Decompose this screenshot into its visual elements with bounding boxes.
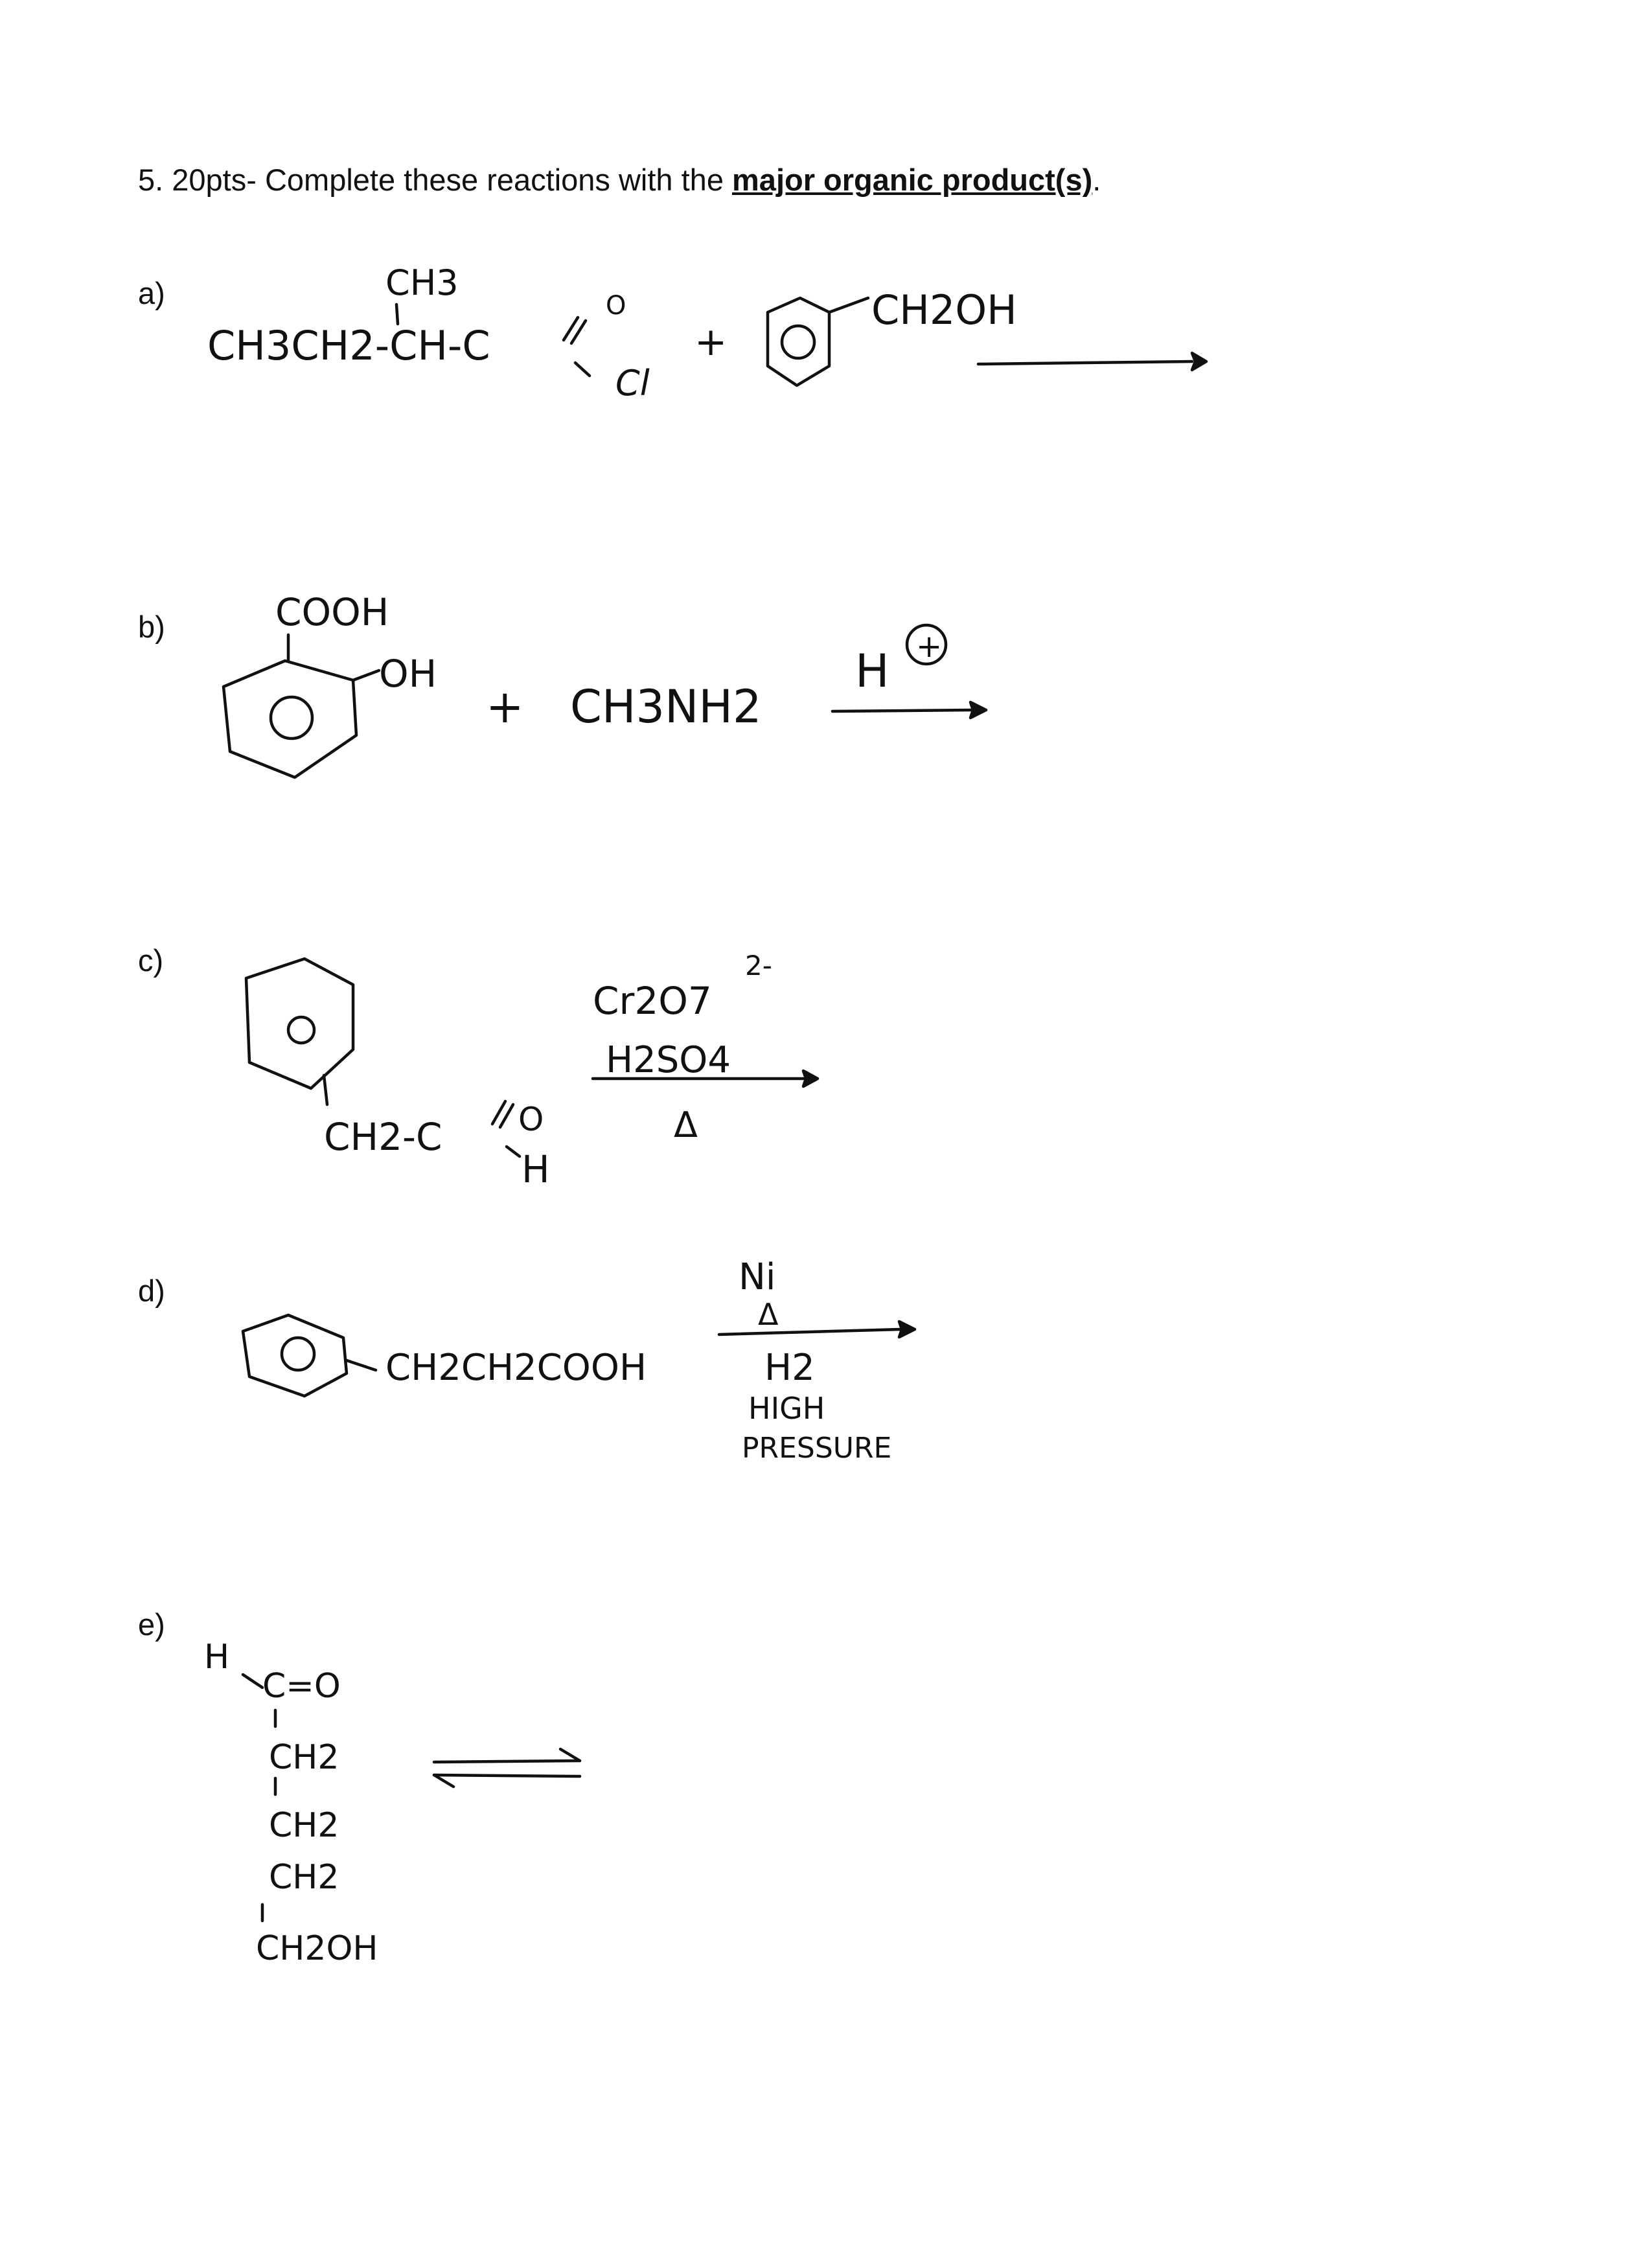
- d-ring-circle: [282, 1338, 314, 1370]
- e-equilibrium-bottom-arrow: [434, 1775, 580, 1776]
- c-carbonyl-oxygen: O: [518, 1101, 544, 1138]
- question-number: 5.: [138, 163, 164, 197]
- a-benzene-ring: [768, 298, 829, 385]
- e-ch2oh: CH2OH: [256, 1929, 378, 1968]
- a-branch-bond: [396, 304, 398, 324]
- c-dichromate-charge: 2-: [745, 950, 772, 981]
- c-sulfuric-acid: H2SO4: [606, 1039, 731, 1081]
- d-condition-pressure: PRESSURE: [742, 1432, 892, 1465]
- b-hydroxyl-bond: [353, 670, 379, 680]
- a-benzyl-alcohol-group: CH2OH: [871, 286, 1017, 334]
- e-equilibrium-bottom-barb: [434, 1775, 453, 1787]
- b-arrowhead: [970, 702, 986, 718]
- a-methyl-branch: CH3: [385, 262, 459, 303]
- e-equilibrium-top-barb: [560, 1749, 580, 1761]
- d-benzene-ring: [243, 1315, 347, 1396]
- question-points: 20pts-: [172, 163, 257, 197]
- e-ch2-1: CH2: [269, 1738, 339, 1777]
- a-plus: +: [694, 319, 728, 365]
- c-arrowhead: [803, 1071, 818, 1086]
- b-reaction-arrow: [832, 710, 972, 711]
- b-ring-circle: [271, 697, 312, 739]
- part-c-label: c): [138, 943, 164, 978]
- b-methylamine: CH3NH2: [570, 680, 762, 733]
- c-aldehyde-h: H: [522, 1147, 550, 1191]
- reaction-a: [207, 262, 1206, 404]
- c-ring-circle: [288, 1017, 314, 1043]
- a-chloride: Cl: [615, 363, 650, 404]
- e-equilibrium-top-arrow: [434, 1761, 580, 1762]
- e-h-bond: [243, 1675, 262, 1688]
- reaction-e: [204, 1638, 580, 1968]
- a-ring-bond: [829, 298, 868, 312]
- a-ring-circle: [782, 326, 814, 358]
- d-condition-high: HIGH: [748, 1391, 825, 1426]
- a-reaction-arrow: [978, 361, 1192, 364]
- part-e-label: e): [138, 1607, 165, 1642]
- b-acid-catalyst: H: [855, 645, 889, 698]
- b-plus: +: [486, 680, 524, 733]
- c-heat: Δ: [674, 1105, 698, 1145]
- a-acyl-chain: CH3CH2-CH-C: [207, 322, 490, 369]
- part-b-label: b): [138, 610, 165, 644]
- c-ring-bond: [324, 1075, 327, 1105]
- c-side-chain: CH2-C: [324, 1115, 442, 1159]
- a-carbonyl-oxygen: O: [606, 291, 626, 321]
- a-arrowhead: [1192, 353, 1206, 370]
- b-hydroxyl-group: OH: [379, 652, 437, 696]
- reaction-d: [243, 1256, 915, 1465]
- question-instruction: Complete these reactions with the: [264, 163, 724, 197]
- e-carbonyl: C=O: [262, 1667, 341, 1706]
- c-h-bond: [507, 1147, 520, 1156]
- d-arrowhead: [899, 1322, 915, 1337]
- c-benzene-ring: [246, 959, 353, 1088]
- question-emphasis: major organic product(s): [732, 163, 1093, 197]
- d-hydrogen: H2: [764, 1347, 815, 1389]
- reaction-c: [246, 950, 818, 1191]
- part-d-label: d): [138, 1274, 165, 1308]
- part-a-label: a): [138, 276, 165, 310]
- e-aldehyde-h: H: [204, 1638, 230, 1677]
- b-carboxyl-group: COOH: [275, 590, 389, 634]
- question-period: .: [1092, 163, 1101, 197]
- b-benzene-ring: [224, 661, 356, 777]
- a-cl-bond: [575, 363, 590, 376]
- d-heat: Δ: [758, 1297, 779, 1332]
- d-nickel-catalyst: Ni: [739, 1256, 776, 1298]
- b-positive-charge: +: [916, 628, 943, 665]
- reaction-b: [224, 590, 986, 777]
- e-ch2-3: CH2: [269, 1858, 339, 1897]
- d-side-chain: CH2CH2COOH: [385, 1347, 647, 1389]
- e-ch2-2: CH2: [269, 1806, 339, 1845]
- c-dichromate: Cr2O7: [593, 979, 712, 1023]
- d-ring-bond: [347, 1360, 376, 1370]
- d-reaction-arrow: [719, 1329, 901, 1334]
